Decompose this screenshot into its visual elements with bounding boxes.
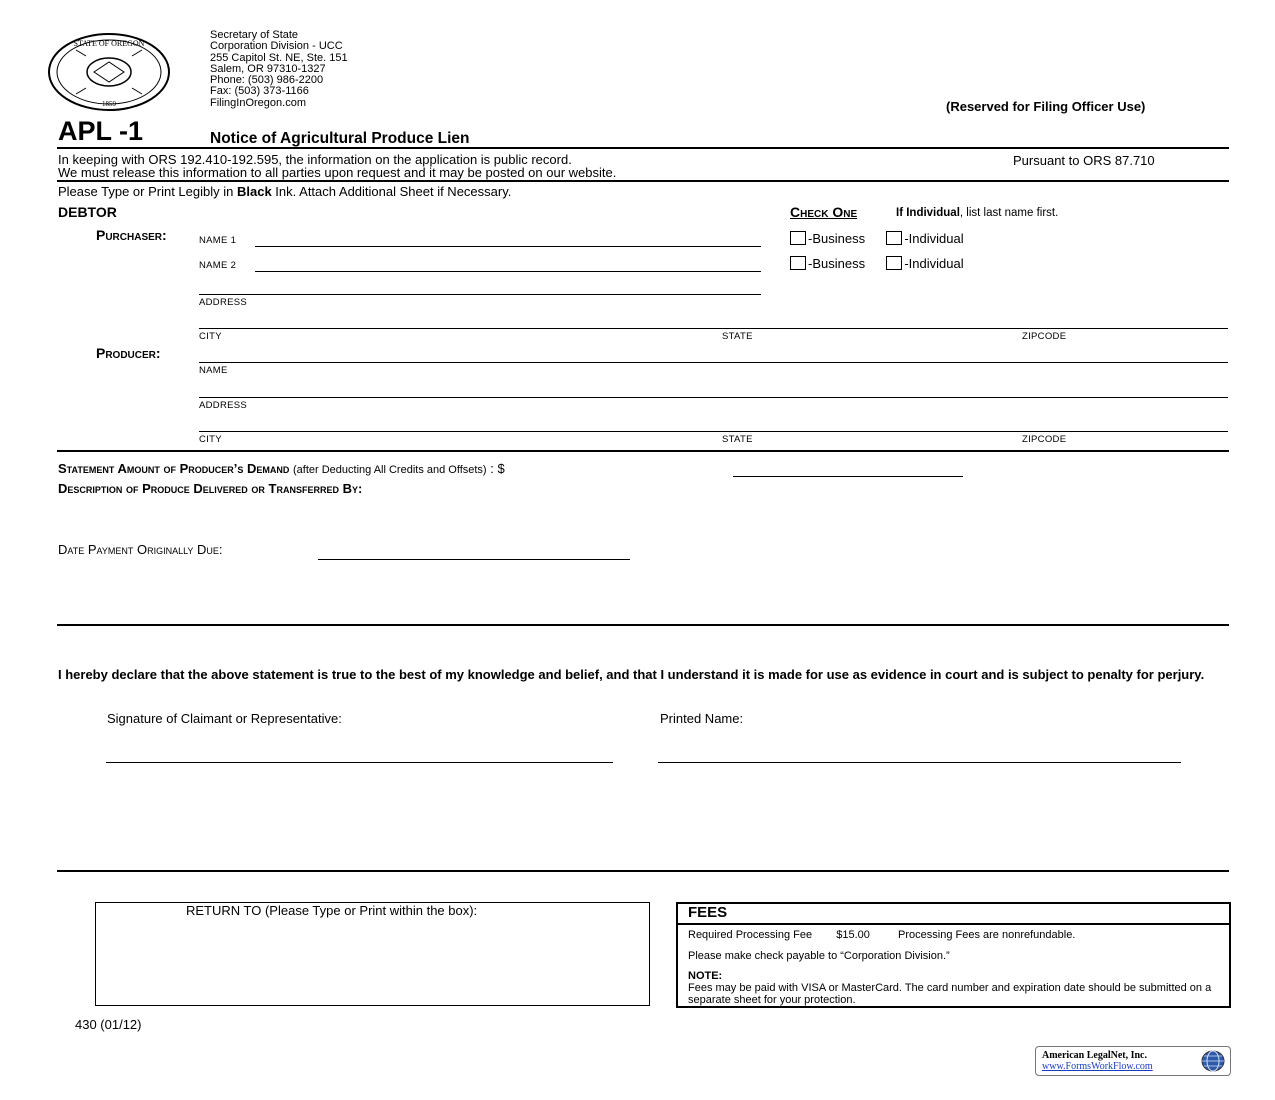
individual-note-bold: If Individual xyxy=(896,207,960,219)
divider xyxy=(57,147,1229,149)
individual-note xyxy=(896,207,1058,219)
printed-name-label: Printed Name: xyxy=(660,711,744,726)
divider xyxy=(57,180,1229,182)
description-label: Description of Produce Delivered or Transferred By: xyxy=(58,481,363,496)
printed-name-field[interactable] xyxy=(658,748,1181,763)
fees-payable: Please make check payable to “Corporation Division.” xyxy=(688,950,950,962)
zipcode-label: ZIPCODE xyxy=(1022,331,1067,342)
date-due-label: Date Payment Originally Due: xyxy=(58,542,223,557)
agency-line: Phone: (503) 986-2200 xyxy=(210,74,324,87)
name-label: NAME xyxy=(199,365,228,376)
seal-text: STATE OF OREGON xyxy=(73,39,145,48)
purchaser-name2-type xyxy=(790,256,964,271)
ink-instructions xyxy=(58,184,511,199)
vendor-link[interactable]: www.FormsWorkFlow.com xyxy=(1042,1061,1153,1072)
notice-line-1: In keeping with ORS 192.410-192.595, the information on the application is public record. xyxy=(58,152,572,167)
fees-divider xyxy=(678,923,1229,925)
required-fee-label: Required Processing Fee xyxy=(688,929,813,941)
instr-black: Black xyxy=(236,184,272,199)
business-label: -Business xyxy=(808,231,866,246)
fees-box xyxy=(676,902,1231,1008)
form-number: 430 (01/12) xyxy=(75,1017,142,1032)
business-checkbox[interactable] xyxy=(790,256,806,270)
name2-label: NAME 2 xyxy=(199,260,237,271)
pursuant-statute: Pursuant to ORS 87.710 xyxy=(1013,153,1155,168)
fees-note-text: Fees may be paid with VISA or MasterCard. The card number and expiration date should be submitted on a separate sheet for your protection. xyxy=(688,982,1212,1006)
individual-checkbox[interactable] xyxy=(886,256,902,270)
amount-dollar: : $ xyxy=(490,461,505,476)
individual-checkbox[interactable] xyxy=(886,231,902,245)
demand-amount-field[interactable] xyxy=(733,462,963,477)
agency-line: Corporation Division - UCC xyxy=(210,40,343,53)
business-checkbox[interactable] xyxy=(790,231,806,245)
agency-line: 255 Capitol St. NE, Ste. 151 xyxy=(210,51,348,64)
notice-line-2: We must release this information to all parties upon request and it may be posted on our website. xyxy=(58,165,617,180)
return-to-label: RETURN TO (Please Type or Print within the box): xyxy=(186,903,478,918)
business-label: -Business xyxy=(808,256,866,271)
form-code: APL -1 xyxy=(58,116,144,146)
instr-text: Please Type or Print Legibly in xyxy=(58,184,237,199)
purchaser-address-field[interactable] xyxy=(199,280,761,295)
state-label: STATE xyxy=(722,434,753,445)
city-label: CITY xyxy=(199,331,222,342)
fees-title: FEES xyxy=(688,904,728,921)
purchaser-name1-field[interactable] xyxy=(255,232,761,247)
zipcode-label: ZIPCODE xyxy=(1022,434,1067,445)
purchaser-name1-type xyxy=(790,231,964,246)
return-to-box[interactable] xyxy=(95,902,650,1006)
purchaser-city-state-zip-field[interactable] xyxy=(199,314,1228,329)
form-title: Notice of Agricultural Produce Lien xyxy=(210,130,470,147)
state-label: STATE xyxy=(722,331,753,342)
agency-line: Fax: (503) 373-1166 xyxy=(210,85,309,98)
divider xyxy=(57,624,1229,626)
debtor-heading: DEBTOR xyxy=(58,204,117,220)
producer-address-field[interactable] xyxy=(199,383,1228,398)
required-fee-amount: $15.00 xyxy=(836,929,870,941)
seal-year: 1859 xyxy=(102,100,116,108)
amount-label-row xyxy=(58,461,505,476)
agency-line: Salem, OR 97310-1327 xyxy=(210,62,326,75)
oregon-state-seal xyxy=(46,32,172,112)
vendor-badge xyxy=(1035,1046,1231,1076)
check-one-heading: Check One xyxy=(790,204,858,220)
purchaser-name2-field[interactable] xyxy=(255,257,761,272)
name1-label: NAME 1 xyxy=(199,235,237,246)
producer-city-state-zip-field[interactable] xyxy=(199,417,1228,432)
divider xyxy=(57,450,1229,452)
amount-note: (after Deducting All Credits and Offsets) xyxy=(292,464,487,476)
instr-text: Ink. Attach Additional Sheet if Necessary. xyxy=(271,184,512,199)
purchaser-label: Purchaser: xyxy=(96,227,167,243)
fees-required-row xyxy=(688,929,1075,941)
date-due-field[interactable] xyxy=(318,545,630,560)
signature-field[interactable] xyxy=(106,748,613,763)
agency-address-block xyxy=(210,30,348,109)
amount-label: Statement Amount of Producer’s Demand xyxy=(58,461,290,476)
fees-note-label: NOTE: xyxy=(688,970,723,982)
vendor-name: American LegalNet, Inc. xyxy=(1042,1050,1147,1061)
address-label: ADDRESS xyxy=(199,400,248,411)
address-label: ADDRESS xyxy=(199,297,248,308)
individual-label: -Individual xyxy=(904,231,964,246)
signature-label: Signature of Claimant or Representative: xyxy=(107,711,342,726)
producer-name-field[interactable] xyxy=(199,348,1228,363)
producer-label: Producer: xyxy=(96,345,161,361)
declaration-text: I hereby declare that the above statement is true to the best of my knowledge and belief, and that I understand it is made for use as evidence in court and is subject to penalty for perjury. xyxy=(58,667,1205,682)
individual-note-text: , list last name first. xyxy=(959,207,1059,219)
divider xyxy=(57,870,1229,872)
public-record-notice xyxy=(58,153,616,179)
fees-nonrefundable: Processing Fees are nonrefundable. xyxy=(898,929,1076,941)
individual-label: -Individual xyxy=(904,256,964,271)
agency-line: Secretary of State xyxy=(210,29,299,41)
globe-icon xyxy=(1200,1049,1226,1073)
agency-website: FilingInOregon.com xyxy=(210,96,306,109)
city-label: CITY xyxy=(199,434,222,445)
reserved-filing-officer: (Reserved for Filing Officer Use) xyxy=(946,99,1146,114)
